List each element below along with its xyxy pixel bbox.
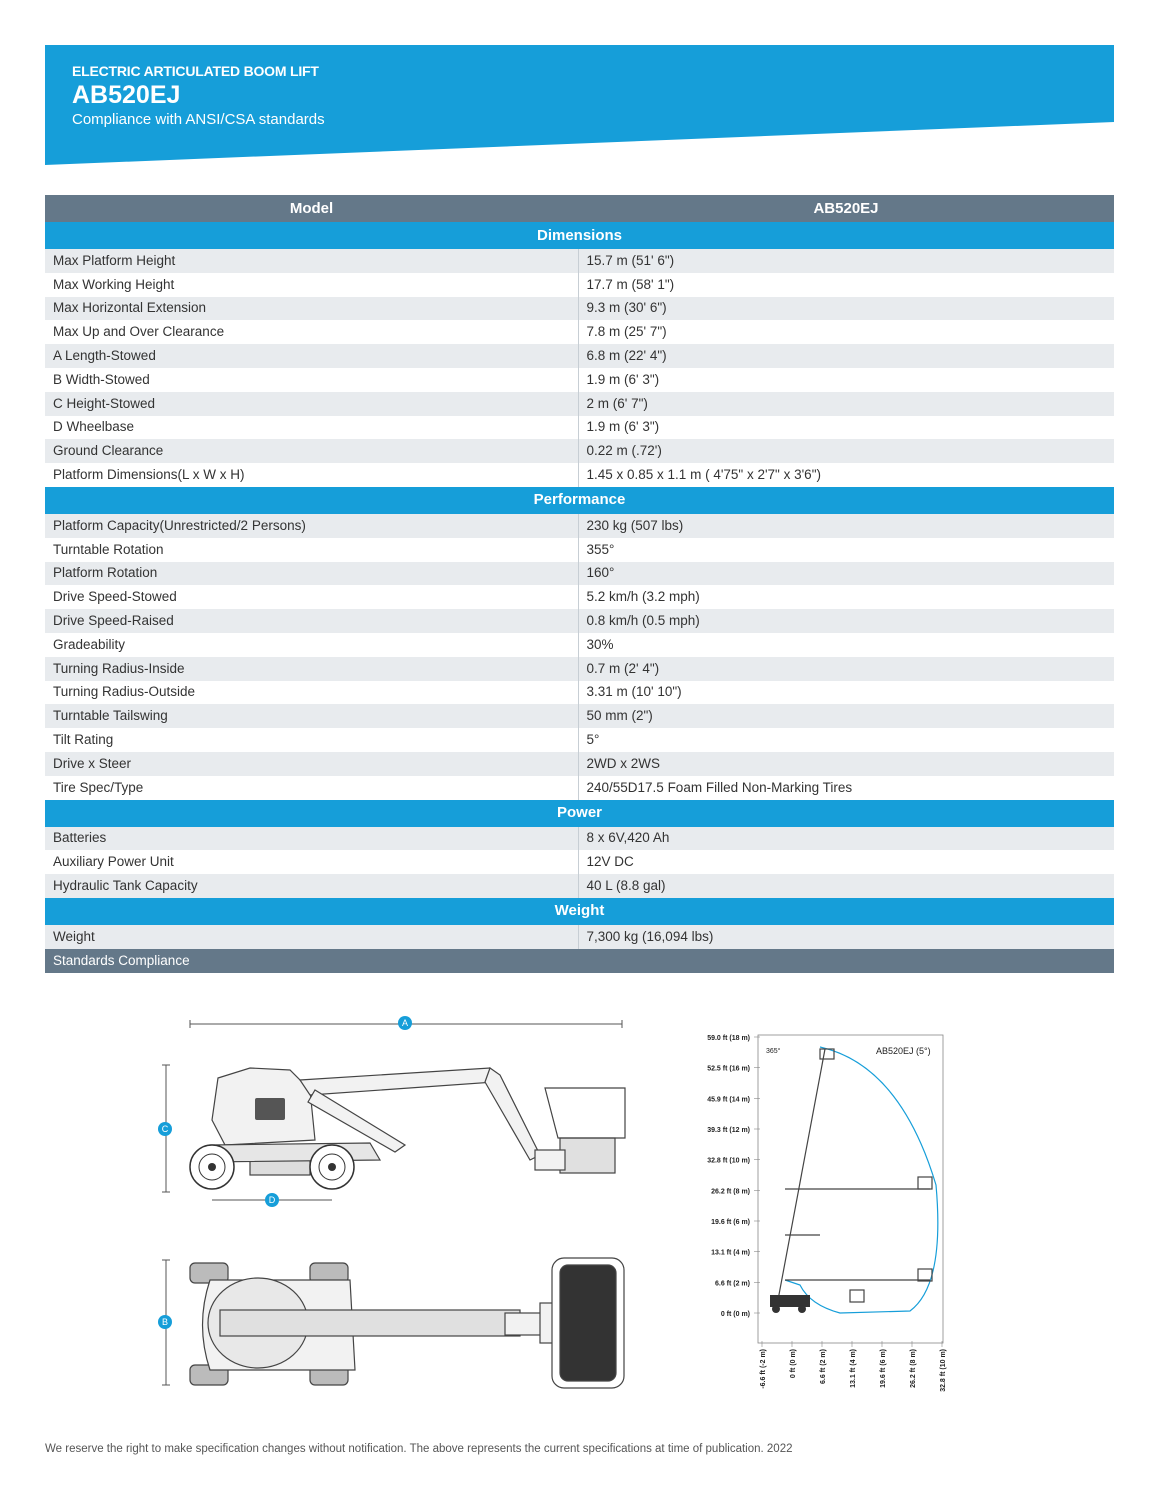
- spec-value: 7,300 kg (16,094 lbs): [578, 925, 1114, 949]
- header-model-value: AB520EJ: [578, 195, 1114, 222]
- spec-value: 12V DC: [578, 850, 1114, 874]
- spec-value: 8 x 6V,420 Ah: [578, 827, 1114, 851]
- dim-label-a: A: [401, 1018, 409, 1028]
- spec-row: [45, 416, 1114, 440]
- product-model: AB520EJ: [72, 81, 181, 109]
- spec-value: 355°: [578, 538, 1114, 562]
- spec-label: Weight: [45, 925, 578, 949]
- spec-label: Drive Speed-Raised: [45, 609, 578, 633]
- footer-note: We reserve the right to make specification changes without notification. The above represents the current specifications at time of publication. 2022: [45, 1443, 793, 1455]
- spec-label: Turntable Tailswing: [45, 704, 578, 728]
- spec-label: Tire Spec/Type: [45, 776, 578, 800]
- spec-value: 30%: [578, 633, 1114, 657]
- spec-value: 3.31 m (10' 10"): [578, 681, 1114, 705]
- working-range-chart: [690, 1025, 960, 1405]
- spec-row: [45, 704, 1114, 728]
- spec-value: 7.8 m (25' 7"): [578, 320, 1114, 344]
- range-y-tick: 0 ft (0 m): [720, 1311, 750, 1318]
- spec-label: Tilt Rating: [45, 728, 578, 752]
- spec-value: 2 m (6' 7"): [578, 392, 1114, 416]
- section-header-weight: [45, 898, 1114, 925]
- spec-row: [45, 320, 1114, 344]
- spec-value: 50 mm (2"): [578, 704, 1114, 728]
- spec-row: [45, 538, 1114, 562]
- range-y-tick: 19.6 ft (6 m): [711, 1219, 750, 1226]
- spec-label: C Height-Stowed: [45, 392, 578, 416]
- dim-label-c: C: [161, 1124, 169, 1134]
- spec-row: [45, 439, 1114, 463]
- range-y-tick: 52.5 ft (16 m): [707, 1065, 750, 1073]
- range-x-tick: -6.6 ft (-2 m): [760, 1349, 767, 1389]
- spec-label: D Wheelbase: [45, 416, 578, 440]
- spec-row: [45, 392, 1114, 416]
- range-x-tick: 26.2 ft (8 m): [910, 1349, 917, 1388]
- spec-row: [45, 752, 1114, 776]
- range-y-tick: 39.3 ft (12 m): [707, 1127, 750, 1134]
- spec-label: Platform Capacity(Unrestricted/2 Persons): [45, 514, 578, 538]
- compliance-subtitle: Compliance with ANSI/CSA standards: [72, 111, 325, 128]
- spec-label: Turntable Rotation: [45, 538, 578, 562]
- dim-label-b: B: [161, 1317, 169, 1327]
- dim-label-d: D: [268, 1195, 276, 1205]
- spec-row: [45, 776, 1114, 800]
- product-category: ELECTRIC ARTICULATED BOOM LIFT: [72, 63, 319, 79]
- spec-value: 15.7 m (51' 6"): [578, 249, 1114, 273]
- spec-row: [45, 297, 1114, 321]
- spec-label: Platform Dimensions(L x W x H): [45, 463, 578, 487]
- spec-value: 240/55D17.5 Foam Filled Non-Marking Tires: [578, 776, 1114, 800]
- spec-row: [45, 562, 1114, 586]
- spec-label: Ground Clearance: [45, 439, 578, 463]
- section-title: Power: [45, 800, 1114, 827]
- range-x-tick: 19.6 ft (6 m): [880, 1349, 887, 1388]
- standards-compliance-row: [45, 949, 1114, 973]
- section-header-power: [45, 800, 1114, 827]
- spec-row: [45, 368, 1114, 392]
- range-x-tick: 13.1 ft (4 m): [850, 1349, 857, 1388]
- range-x-tick: 6.6 ft (2 m): [820, 1349, 827, 1385]
- spec-row: [45, 514, 1114, 538]
- range-chart-title: AB520EJ (5°): [876, 1046, 931, 1056]
- section-header-performance: [45, 487, 1114, 514]
- section-header-dimensions: [45, 222, 1114, 249]
- spec-value: 1.45 x 0.85 x 1.1 m ( 4'75" x 2'7" x 3'6"): [578, 463, 1114, 487]
- spec-label: Turning Radius-Inside: [45, 657, 578, 681]
- spec-row: [45, 874, 1114, 898]
- spec-row: [45, 850, 1114, 874]
- spec-label: Max Platform Height: [45, 249, 578, 273]
- spec-row: [45, 344, 1114, 368]
- range-y-tick: 32.8 ft (10 m): [707, 1157, 750, 1165]
- spec-label: Batteries: [45, 827, 578, 851]
- spec-row: [45, 249, 1114, 273]
- spec-label: A Length-Stowed: [45, 344, 578, 368]
- spec-label: Platform Rotation: [45, 562, 578, 586]
- spec-value: 6.8 m (22' 4"): [578, 344, 1114, 368]
- spec-label: Max Working Height: [45, 273, 578, 297]
- section-title: Dimensions: [45, 222, 1114, 249]
- spec-value: 1.9 m (6' 3"): [578, 416, 1114, 440]
- rotation-label: 365°: [766, 1048, 781, 1055]
- range-x-tick: 0 ft (0 m): [790, 1349, 797, 1379]
- spec-value: 17.7 m (58' 1"): [578, 273, 1114, 297]
- spec-row: [45, 827, 1114, 851]
- range-y-tick: 26.2 ft (8 m): [711, 1188, 750, 1196]
- spec-label: Max Horizontal Extension: [45, 297, 578, 321]
- top-plan-drawing: [150, 1255, 640, 1395]
- header-model-label: Model: [45, 195, 578, 222]
- spec-row: [45, 273, 1114, 297]
- spec-value: 0.7 m (2' 4"): [578, 657, 1114, 681]
- spec-value: 0.22 m (.72'): [578, 439, 1114, 463]
- spec-value: 5°: [578, 728, 1114, 752]
- spec-value: 0.8 km/h (0.5 mph): [578, 609, 1114, 633]
- spec-value: 9.3 m (30' 6"): [578, 297, 1114, 321]
- spec-row: [45, 609, 1114, 633]
- spec-value: 160°: [578, 562, 1114, 586]
- range-y-tick: 45.9 ft (14 m): [707, 1096, 750, 1104]
- spec-label: Turning Radius-Outside: [45, 681, 578, 705]
- standards-compliance-label: Standards Compliance: [45, 949, 1114, 973]
- spec-label: Drive Speed-Stowed: [45, 585, 578, 609]
- spec-row: [45, 463, 1114, 487]
- spec-row: [45, 925, 1114, 949]
- range-y-tick: 13.1 ft (4 m): [711, 1249, 750, 1257]
- spec-row: [45, 657, 1114, 681]
- spec-row: [45, 681, 1114, 705]
- spec-row: [45, 633, 1114, 657]
- range-y-tick: 59.0 ft (18 m): [707, 1035, 750, 1042]
- spec-label: Hydraulic Tank Capacity: [45, 874, 578, 898]
- spec-label: Auxiliary Power Unit: [45, 850, 578, 874]
- range-x-tick: 32.8 ft (10 m): [940, 1349, 947, 1392]
- spec-value: 2WD x 2WS: [578, 752, 1114, 776]
- spec-value: 5.2 km/h (3.2 mph): [578, 585, 1114, 609]
- spec-table: [45, 195, 1114, 973]
- spec-value: 230 kg (507 lbs): [578, 514, 1114, 538]
- spec-row: [45, 728, 1114, 752]
- spec-label: Gradeability: [45, 633, 578, 657]
- spec-value: 1.9 m (6' 3"): [578, 368, 1114, 392]
- spec-label: B Width-Stowed: [45, 368, 578, 392]
- table-header-row: [45, 195, 1114, 222]
- section-title: Performance: [45, 487, 1114, 514]
- spec-value: 40 L (8.8 gal): [578, 874, 1114, 898]
- spec-label: Max Up and Over Clearance: [45, 320, 578, 344]
- range-y-tick: 6.6 ft (2 m): [714, 1280, 750, 1288]
- section-title: Weight: [45, 898, 1114, 925]
- spec-row: [45, 585, 1114, 609]
- header-banner: [45, 45, 1114, 165]
- spec-label: Drive x Steer: [45, 752, 578, 776]
- side-elevation-drawing: [150, 1010, 650, 1210]
